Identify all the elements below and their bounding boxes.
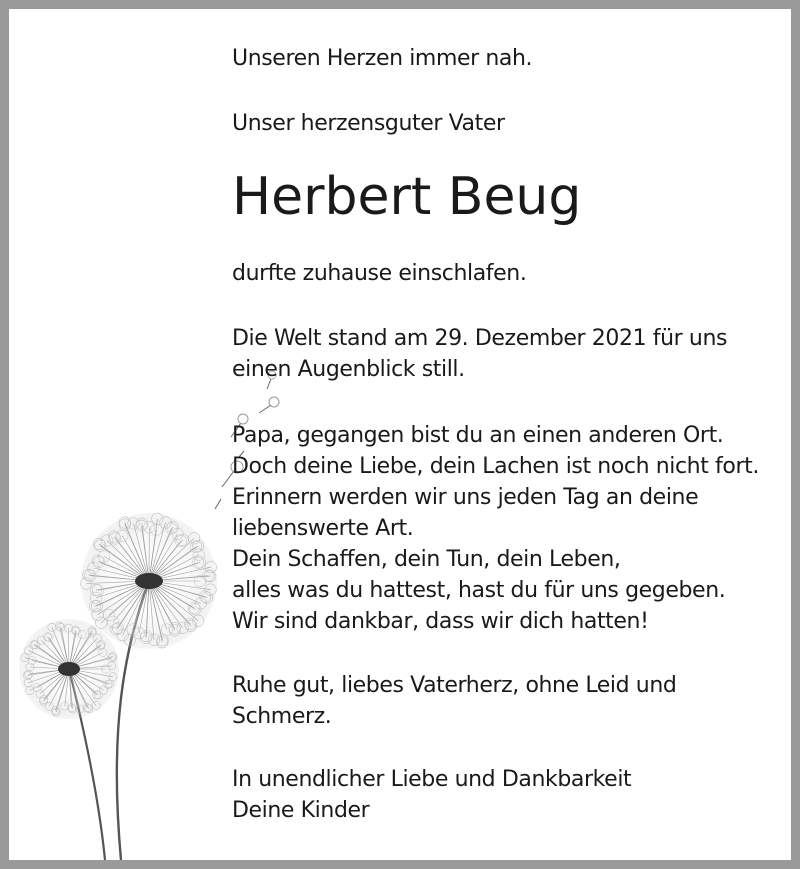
rest-line-2: Schmerz.	[232, 704, 332, 729]
closing-line-2: Deine Kinder	[232, 798, 370, 823]
poem-line-7: Wir sind dankbar, dass wir dich hatten!	[232, 609, 649, 634]
poem-line-1: Papa, gegangen bist du an einen anderen Ort.	[232, 423, 724, 448]
intro-line: Unser herzensguter Vater	[232, 111, 505, 136]
rest-line-1: Ruhe gut, liebes Vaterherz, ohne Leid und	[232, 673, 677, 698]
world-line-2: einen Augenblick still.	[232, 357, 465, 382]
poem-line-2: Doch deine Liebe, dein Lachen ist noch nicht fort.	[232, 454, 759, 479]
obituary-card	[9, 9, 791, 860]
poem-line-4: liebenswerte Art.	[232, 516, 414, 541]
closing-line-1: In unendlicher Liebe und Dankbarkeit	[232, 767, 632, 792]
poem-line-6: alles was du hattest, hast du für uns gegeben.	[232, 578, 726, 603]
deceased-name: Herbert Beug	[232, 167, 582, 227]
poem-line-3: Erinnern werden wir uns jeden Tag an deine	[232, 485, 699, 510]
world-line-1: Die Welt stand am 29. Dezember 2021 für uns	[232, 326, 728, 351]
passing-line: durfte zuhause einschlafen.	[232, 261, 527, 286]
opening-line: Unseren Herzen immer nah.	[232, 46, 533, 71]
poem-line-5: Dein Schaffen, dein Tun, dein Leben,	[232, 547, 621, 572]
